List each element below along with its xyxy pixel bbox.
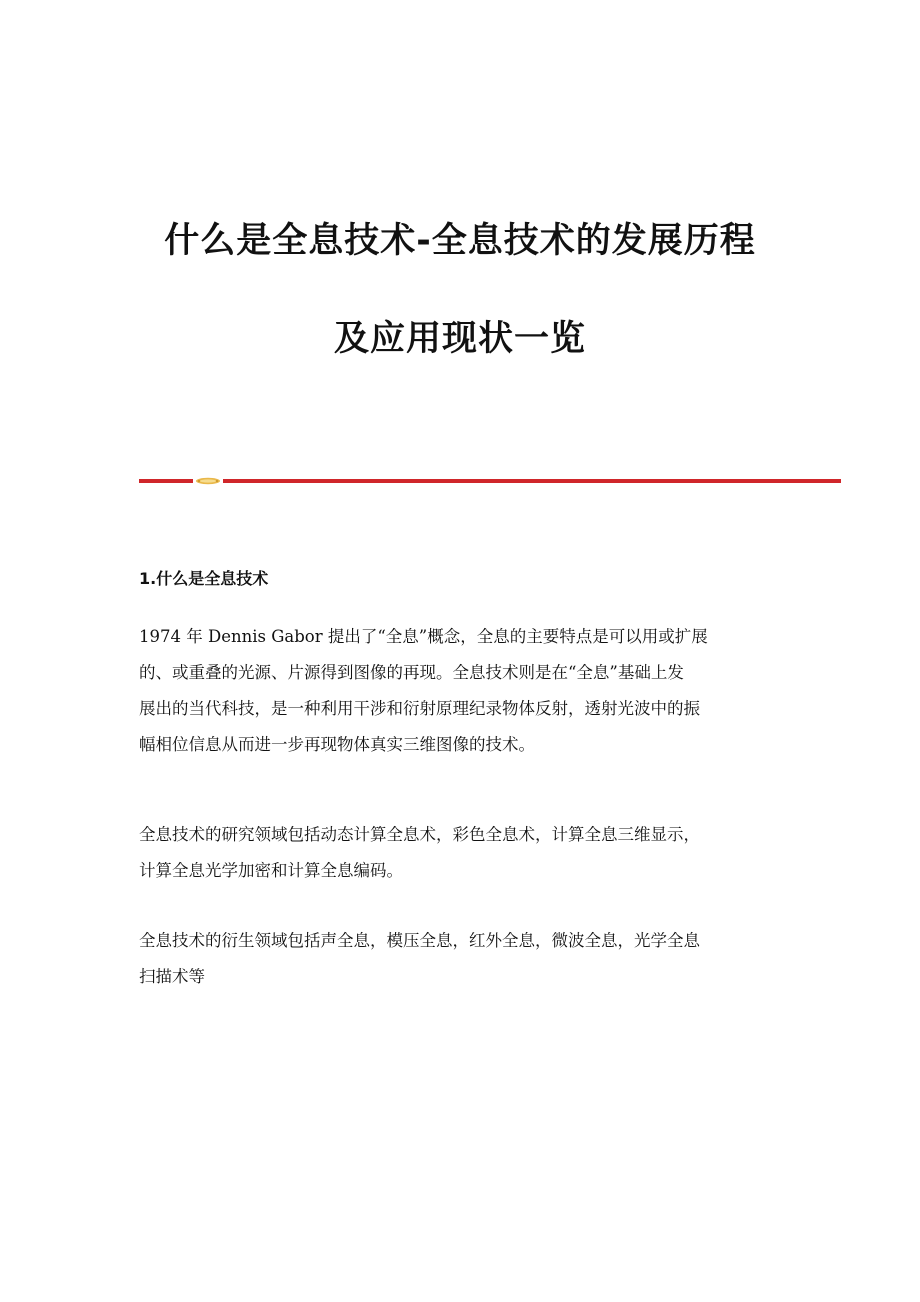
divider-bar-right (223, 479, 841, 483)
paragraph-line: 1974 年 Dennis Gabor 提出了“全息”概念，全息的主要特点是可以用或扩展 (139, 627, 708, 646)
paragraph-derived-fields (139, 923, 779, 995)
title-divider (139, 476, 841, 486)
paragraph-line: 计算全息光学加密和计算全息编码。 (139, 861, 403, 880)
section-heading: 1.什么是全息技术 (139, 569, 269, 588)
document-title-line-2: 及应用现状一览 (333, 319, 586, 359)
paragraph-research-fields (139, 817, 779, 889)
paragraph-line: 的、或重叠的光源、片源得到图像的再现。全息技术则是在“全息”基础上发 (139, 663, 684, 682)
paragraph-line: 全息技术的衍生领域包括声全息，模压全息，红外全息，微波全息，光学全息 (139, 931, 700, 950)
paragraph-line: 展出的当代科技，是一种利用干涉和衍射原理纪录物体反射，透射光波中的振 (139, 699, 700, 718)
divider-ornament-icon (195, 477, 221, 485)
divider-bar-left (139, 479, 193, 483)
document-title-line-1: 什么是全息技术-全息技术的发展历程 (164, 221, 756, 261)
paragraph-definition (139, 619, 779, 763)
paragraph-line: 扫描术等 (139, 967, 205, 986)
paragraph-line: 幅相位信息从而进一步再现物体真实三维图像的技术。 (139, 735, 535, 754)
paragraph-line: 全息技术的研究领域包括动态计算全息术，彩色全息术，计算全息三维显示， (139, 825, 700, 844)
